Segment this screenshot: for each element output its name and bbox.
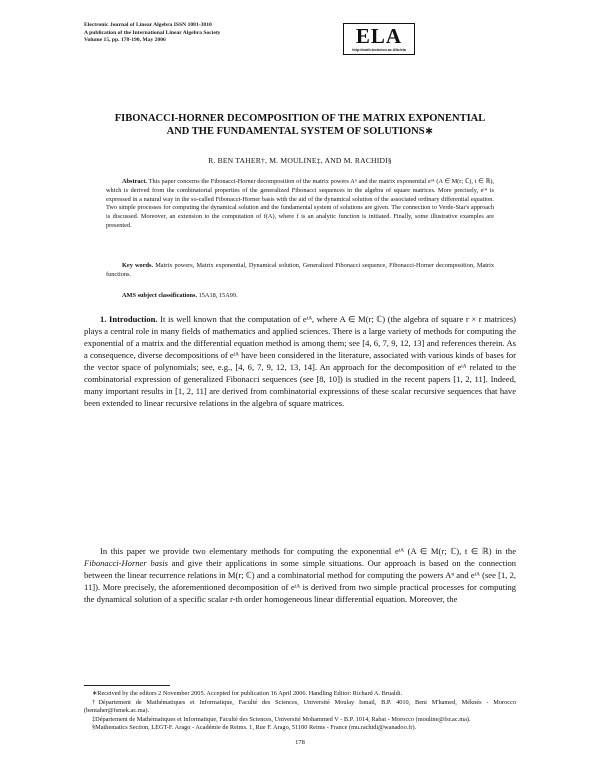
footnote-author-2: ‡Département de Mathématiques et Informatique, Faculté des Sciences, Université Mohammed V - B.P. 1014, Rabat - Morocco (mouline@fsr.ac.ma).	[92, 715, 471, 723]
introduction-p1-text: It is well known that the computation of eᵗᴬ, where A ∈ M(r; ℂ) (the algebra of square r × r matrices) plays a central role in many fields of mathematics and applied sciences. There is a large variety of methods for computing the exponential of a matrix and the differential equation method is among them; see [4, 6, 7, 9, 12, 13] and references therein. As a consequence, diverse decompositions of eᵗᴬ have been considered in the literature, associated with various kinds of bases for the vector space of polynomials; see, e.g., [4, 6, 7, 9, 12, 13, 14]. An approach for the decomposition of eᵗᴬ related to the combinatorial expression of generalized Fibonacci sequences (see [8, 10]) is studied in the recent papers [1, 2, 11]. Indeed, many important results in [1, 2, 11] are derived from combinatorial expressions of these scalar recursive sequences that have been extended to linear recursive relations in the algebra of square matrices.	[84, 314, 516, 409]
ams-text: 15A18, 15A99.	[198, 292, 238, 299]
page-number: 178	[295, 739, 305, 746]
journal-name: Electronic Journal of Linear Algebra ISSN 1081-3810	[84, 22, 212, 28]
abstract-label: Abstract.	[122, 178, 148, 185]
journal-publisher: A publication of the International Linear Algebra Society	[84, 29, 221, 36]
journal-volume: Volume 15, pp. 178-190, May 2006	[84, 37, 166, 44]
ams-classification	[106, 292, 494, 301]
introduction-paragraph-1	[84, 313, 516, 409]
journal-header	[84, 22, 220, 45]
fibonacci-horner-basis-term: Fibonacci-Horner basis	[84, 558, 168, 569]
abstract-text: This paper concerns the Fibonacci-Horner decomposition of the matrix powers Aⁿ and the matrix exponential eᵗᴬ (A ∈ M(r; ℂ), t ∈ ℝ), which is derived from the combinatorial properties of the generalized Fibonacci sequences in the algebra of square matrices. More precisely, eᵗᴬ is expressed in a natural way in the so-called Fibonacci-Horner basis with the aid of the dynamical solution of the associated ordinary differential equation. Two simple processes for computing the dynamical solution and the fundamental system of solutions are given. The connection to Verde-Star's approach is discussed. Moreover, an extension to the computation of f(A), where f is an analytic function is initiated. Finally, some illustrative examples are presented.	[106, 178, 494, 229]
keywords	[106, 262, 494, 280]
keywords-text: Matrix powers, Matrix exponential, Dynamical solution, Generalized Fibonacci sequence, Fibonacci-Horner decomposition, Matrix functions.	[106, 262, 494, 278]
introduction-heading: 1. Introduction.	[100, 314, 158, 324]
logo-url[interactable]: http://math.technion.ac.il/iic/ela	[352, 48, 406, 52]
introduction-paragraph-2	[84, 545, 516, 605]
footnote-author-3: §Mathematics Section, LEGT-F. Arago - Académie de Reims. 1, Rue F. Arago, 51100 Reims - France (mu.rachidi@wanadoo.fr).	[92, 724, 417, 732]
abstract	[106, 178, 494, 231]
keywords-label: Key words.	[122, 262, 154, 269]
paper-authors: R. BEN TAHER†, M. MOULINE‡, AND M. RACHIDI§	[208, 156, 392, 165]
footnote-rule	[84, 685, 170, 686]
footnotes	[84, 690, 516, 733]
footnote-received: ∗Received by the editors 2 November 2005. Accepted for publication 16 April 2006. Handling Editor: Richard A. Brualdi.	[92, 690, 403, 697]
logo-text: ELA	[355, 24, 403, 48]
ela-logo	[343, 23, 415, 55]
introduction-p2-text-a: In this paper we provide two elementary methods for computing the exponential eᵗᴬ (A ∈ M(r; ℂ), t ∈ ℝ) in the	[100, 546, 516, 556]
paper-title: FIBONACCI-HORNER DECOMPOSITION OF THE MATRIX EXPONENTIAL AND THE FUNDAMENTAL SYSTEM OF SOLUTIONS∗	[114, 113, 486, 137]
footnote-author-1: †Département de Mathématiques et Informatique, Faculté des Sciences, Université Moulay Ismail, B.P. 4010, Beni M'hamed, Méknés - Morocco (bentaher@fsmek.ac.ma).	[84, 698, 516, 715]
introduction-p2-text-b: and give their applications in some simple situations. Our approach is based on the connection between the linear recurrence relations in M(r; ℂ) and a combinatorial method for computing the powers Aⁿ and eᵗᴬ (see [1, 2, 11]). More precisely, the aforementioned decomposition of eᵗᴬ is derived from two simple practical processes for computing the dynamical solution of a specific scalar r-th order homogeneous linear differential equation. Moreover, the	[84, 558, 516, 605]
ams-label: AMS subject classifications.	[122, 292, 198, 299]
